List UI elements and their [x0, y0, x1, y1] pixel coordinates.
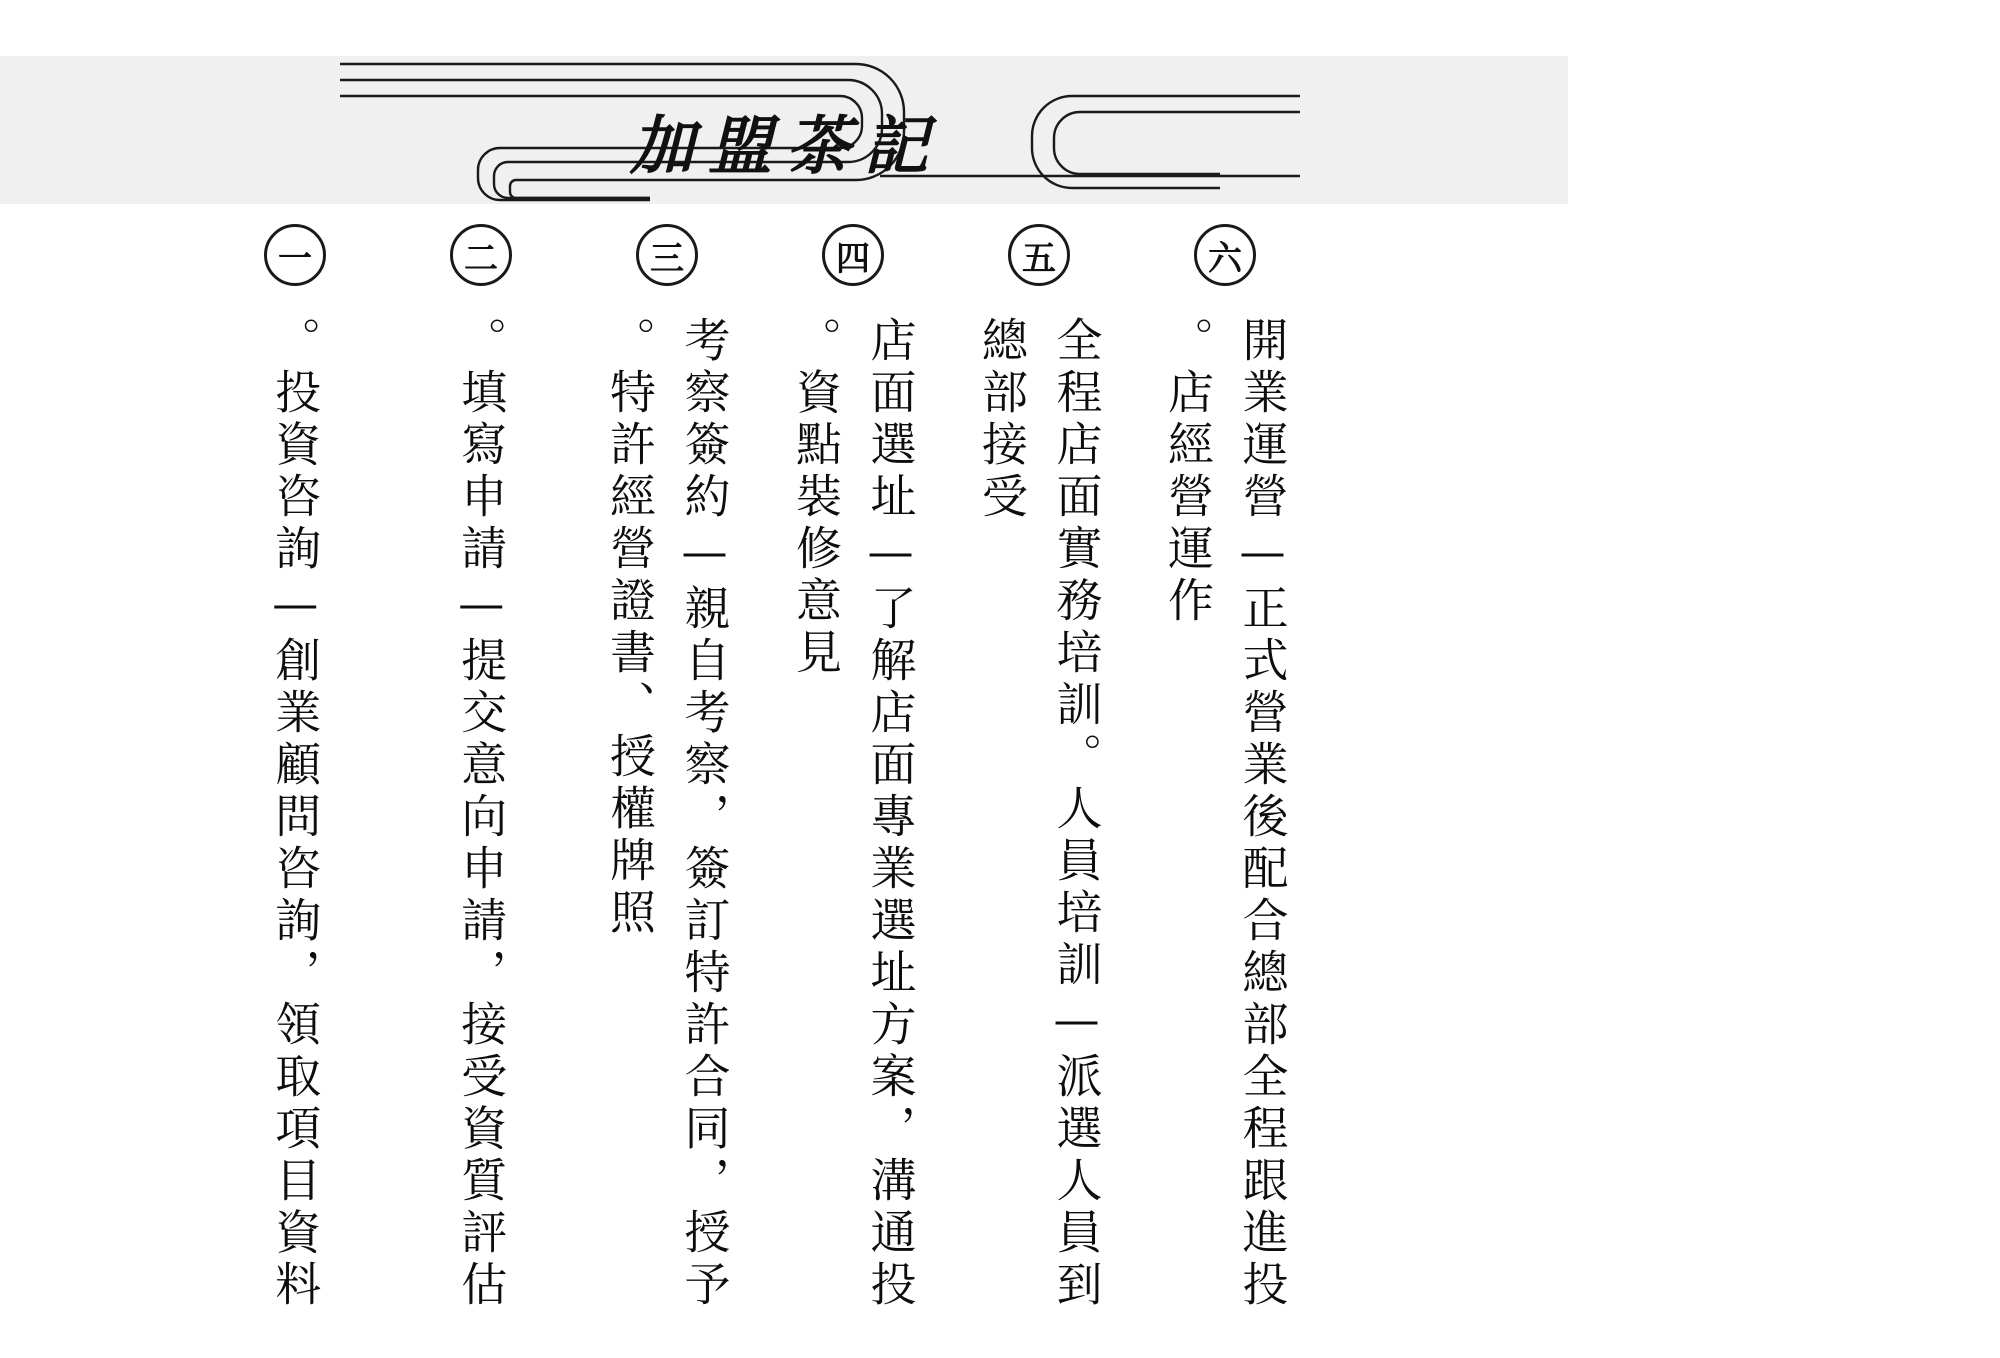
step-column — [388, 210, 574, 1358]
page-right-margin — [1568, 0, 2000, 1358]
step-column — [202, 210, 388, 1358]
step-number-badge: 六 — [1194, 224, 1256, 286]
step-text: 投資咨詢—創業顧問咨詢，領取項目資料。 — [268, 316, 323, 1312]
step-text: 全程店面實務培訓。人員培訓—派選人員到總部接受 — [975, 316, 1104, 1312]
step-text: 店面選址—了解店面專業選址方案，溝通投資點裝修意見。 — [789, 316, 918, 1312]
step-column — [574, 210, 760, 1358]
page-title: 加盟茶記 — [630, 109, 942, 184]
step-text: 填寫申請—提交意向申請，接受資質評估。 — [454, 316, 509, 1312]
step-column — [760, 210, 946, 1358]
step-number-badge: 三 — [636, 224, 698, 286]
step-number-badge: 一 — [264, 224, 326, 286]
step-column — [1132, 210, 1318, 1358]
step-number-badge: 五 — [1008, 224, 1070, 286]
steps-container — [0, 210, 1568, 1358]
step-column — [946, 210, 1132, 1358]
step-text: 考察簽約—親自考察，簽訂特許合同，授予特許經營證書、授權牌照。 — [603, 316, 732, 1312]
step-number-badge: 四 — [822, 224, 884, 286]
step-text: 開業運營—正式營業後配合總部全程跟進投店經營運作。 — [1161, 316, 1290, 1312]
step-number-badge: 二 — [450, 224, 512, 286]
